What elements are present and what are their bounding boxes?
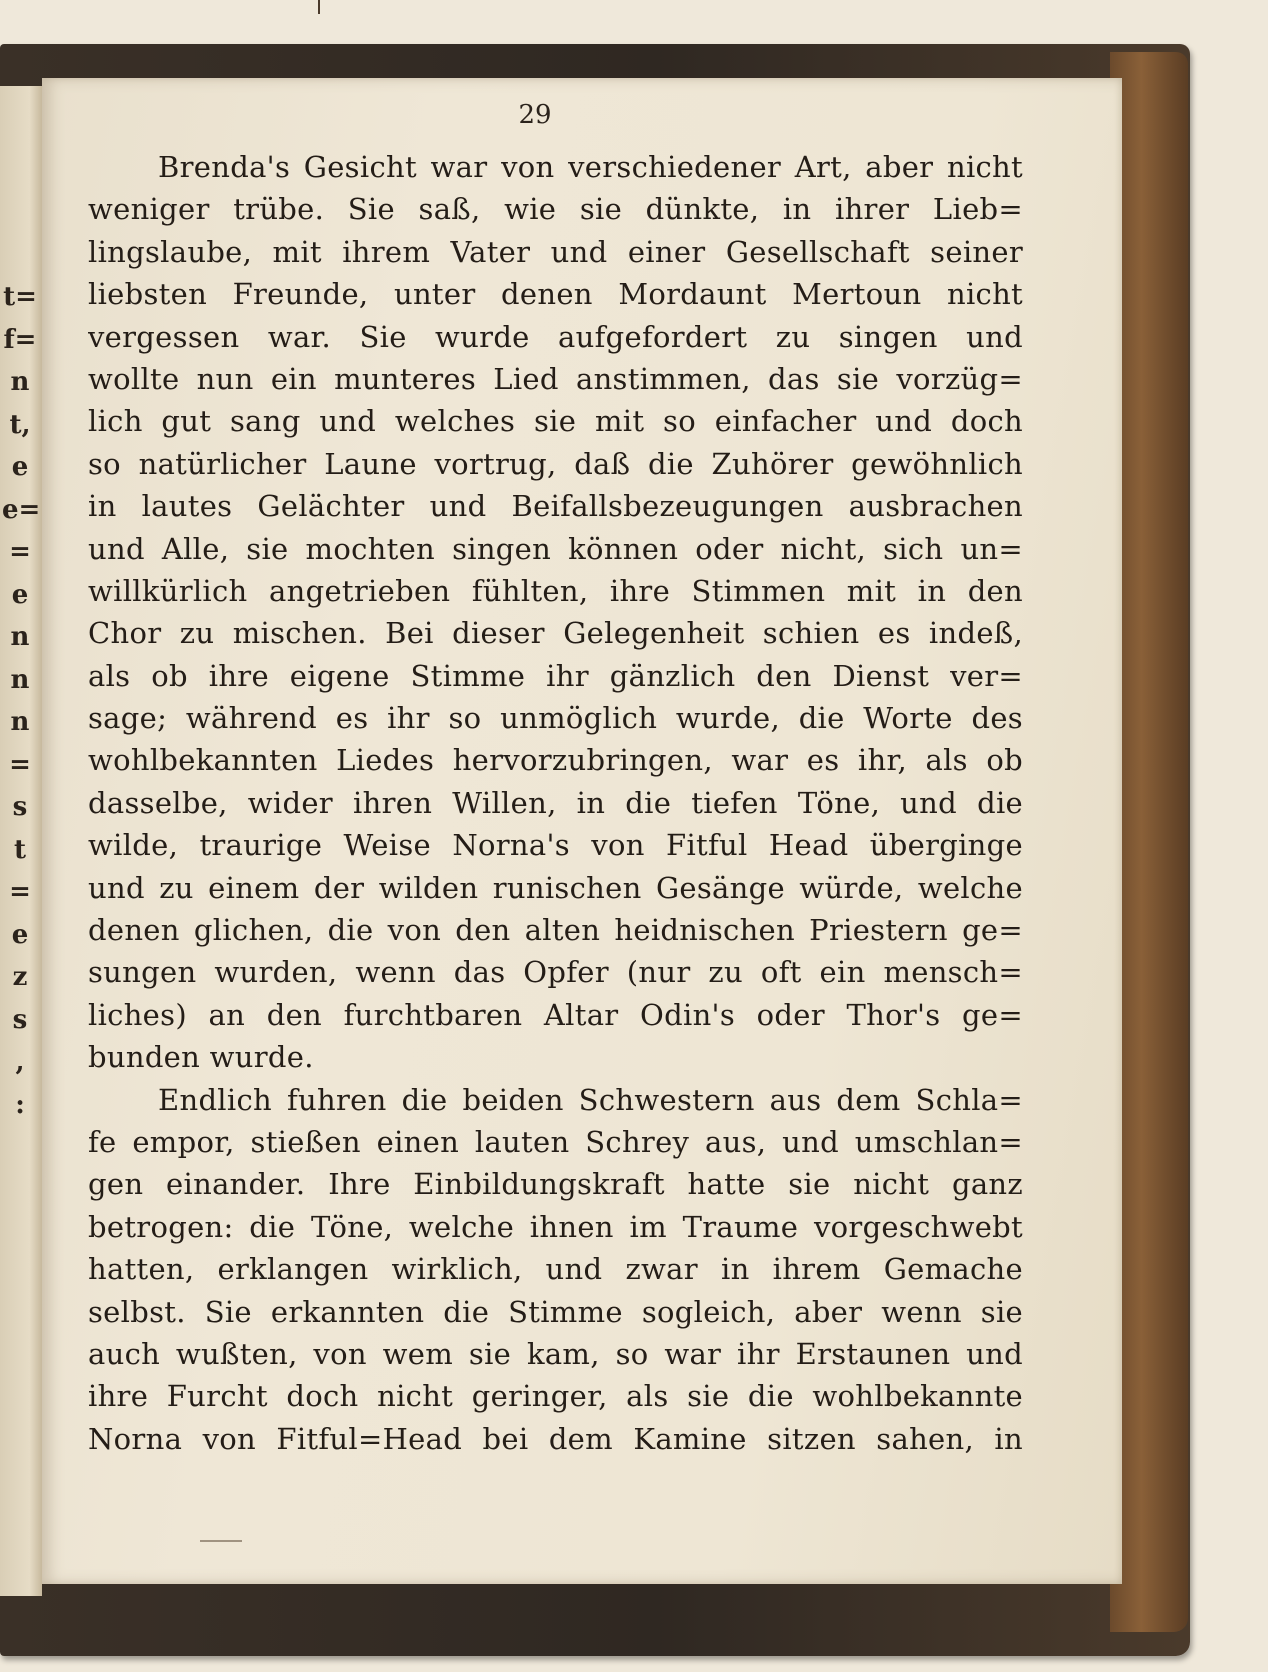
text-line: hatten, erklangen wirklich, und zwar in ihrem Gemache (88, 1252, 1023, 1287)
gutter-letter: e= (2, 494, 41, 525)
text-line: und Alle, sie mochten singen können oder nicht, sich un= (88, 531, 1023, 566)
page-number: 29 (518, 100, 552, 130)
text-line: Chor zu mischen. Bei dieser Gelegenheit schien es indeß, (88, 616, 1023, 651)
text-line: dasselbe, wider ihren Willen, in die tiefen Töne, und die (88, 785, 1023, 820)
text-line: wilde, traurige Weise Norna's von Fitful Head überginge (88, 828, 1023, 863)
previous-page-edge (0, 86, 42, 1596)
previous-page-line-ends (2, 276, 41, 1126)
text-line: bunden wurde. (88, 1040, 314, 1075)
text-line: liebsten Freunde, unter denen Mordaunt Mertoun nicht (88, 277, 1023, 312)
text-line: willkürlich angetrieben fühlten, ihre Stimmen mit in den (88, 573, 1023, 608)
text-line: ihre Furcht doch nicht geringer, als sie die wohlbekannte (88, 1379, 1023, 1414)
text-line: Endlich fuhren die beiden Schwestern aus dem Schla= (158, 1082, 1023, 1117)
gutter-letter: n (10, 664, 30, 695)
gutter-letter: = (9, 749, 31, 780)
cover-mark (318, 0, 320, 14)
gutter-letter: s (12, 792, 28, 822)
gutter-letter: n (10, 622, 30, 652)
gutter-letter: f= (3, 324, 37, 355)
gutter-letter: , (15, 1047, 25, 1077)
text-line: auch wußten, von wem sie kam, so war ihr Erstaunen und (88, 1336, 1023, 1371)
gutter-letter: t (13, 834, 26, 865)
text-line: gen einander. Ihre Einbildungskraft hatte sie nicht ganz (88, 1167, 1023, 1202)
text-line: betrogen: die Töne, welche ihnen im Traume vorgeschwebt (88, 1209, 1023, 1244)
text-line: Brenda's Gesicht war von verschiedener Art, aber nicht (158, 150, 1023, 184)
text-line: wohlbekannten Liedes hervorzubringen, war es ihr, als ob (88, 743, 1023, 778)
gutter-letter: = (9, 537, 31, 567)
gutter-letter: : (15, 1089, 25, 1120)
gutter-letter: e (11, 579, 29, 610)
text-line: denen glichen, die von den alten heidnischen Priestern ge= (88, 913, 1023, 948)
text-line: wollte nun ein munteres Lied anstimmen, das sie vorzüg= (88, 361, 1023, 396)
text-line: fe empor, stießen einen lauten Schrey aus, und umschlan= (88, 1124, 1023, 1159)
text-line: liches) an den furchtbaren Altar Odin's oder Thor's ge= (88, 997, 1023, 1032)
text-line: lich gut sang und welches sie mit so einfacher und doch (88, 404, 1023, 439)
text-line: Norna von Fitful=Head bei dem Kamine sitzen sahen, in (88, 1421, 1023, 1456)
gutter-letter: e (11, 452, 29, 482)
text-line: als ob ihre eigene Stimme ihr gänzlich den Dienst ver= (88, 658, 1023, 693)
gutter-letter: = (9, 877, 31, 907)
page-mark (200, 1540, 242, 1542)
text-line: so natürlicher Laune vortrug, daß die Zuhörer gewöhnlich (88, 446, 1023, 481)
gutter-letter: s (12, 1004, 28, 1035)
gutter-letter: t= (3, 282, 37, 312)
text-line: in lautes Gelächter und Beifallsbezeugungen ausbrachen (88, 489, 1023, 524)
text-line: selbst. Sie erkannten die Stimme sogleich, aber wenn sie (88, 1294, 1023, 1329)
text-line: lingslaube, mit ihrem Vater und einer Gesellschaft seiner (88, 234, 1023, 269)
text-line: und zu einem der wilden runischen Gesänge würde, welche (88, 870, 1023, 905)
gutter-letter: t, (9, 409, 31, 440)
gutter-letter: n (10, 707, 30, 737)
text-line: sage; während es ihr so unmöglich wurde, die Worte des (88, 701, 1023, 736)
text-line: weniger trübe. Sie saß, wie sie dünkte, in ihrer Lieb= (88, 192, 1023, 227)
text-line: vergessen war. Sie wurde aufgefordert zu singen und (88, 319, 1023, 354)
gutter-letter: e (11, 919, 29, 950)
text-line: sungen wurden, wenn das Opfer (nur zu oft ein mensch= (88, 955, 1023, 990)
gutter-letter: n (10, 367, 30, 397)
gutter-letter: z (12, 962, 28, 992)
page-body-text (88, 146, 1023, 1460)
